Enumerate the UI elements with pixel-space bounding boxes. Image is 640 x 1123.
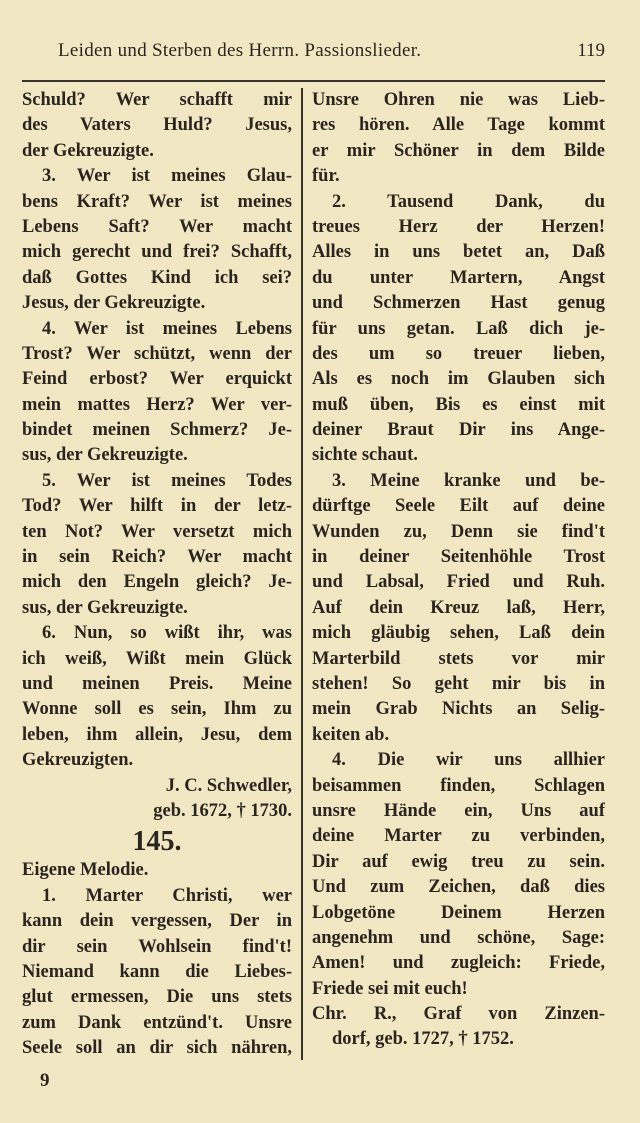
text-line: mich gläubig sehen, Laß dein: [312, 623, 605, 644]
running-title: Leiden und Sterben des Herrn. Passionslieder.: [58, 40, 422, 61]
text-line: Wunden zu, Denn sie find't: [312, 521, 605, 542]
left-column-text: [22, 88, 292, 824]
text-line: sus, der Gekreuzigte.: [22, 597, 188, 618]
text-line: leben, ihm allein, Jesu, dem: [22, 724, 292, 745]
text-line: unsre Hände ein, Uns auf: [312, 800, 605, 821]
text-line: sichte schaut.: [312, 445, 418, 466]
text-line: Niemand kann die Liebes-: [22, 961, 292, 982]
text-line: des um so treuer lieben,: [312, 343, 605, 364]
text-line: Schuld? Wer schafft mir: [22, 90, 292, 110]
text-line: und Schmerzen Hast genug: [312, 293, 605, 314]
hymn-145-text: [22, 884, 292, 1062]
text-line: des Vaters Huld? Jesus,: [22, 115, 292, 136]
text-line: 4. Wer ist meines Lebens: [42, 318, 292, 339]
text-line: bens Kraft? Wer ist meines: [22, 191, 292, 212]
text-line: mich gerecht und frei? Schafft,: [22, 242, 292, 263]
text-line: muß üben, Bis es einst mit: [312, 394, 605, 415]
text-line: und Labsal, Fried und Ruh.: [312, 572, 605, 593]
text-line: res hören. Alle Tage kommt: [312, 115, 605, 136]
text-line: Gekreuzigten.: [22, 750, 134, 771]
text-line: J. C. Schwedler,: [165, 775, 292, 796]
text-line: keiten ab.: [312, 724, 390, 745]
text-line: Trost? Wer schützt, wenn der: [22, 343, 292, 364]
text-line: 3. Meine kranke und be-: [332, 470, 605, 491]
text-line: deiner Braut Dir ins Ange-: [312, 420, 605, 441]
text-line: Als es noch im Glauben sich: [312, 369, 605, 390]
text-line: 3. Wer ist meines Glau-: [42, 166, 292, 187]
text-line: dürftge Seele Eilt auf deine: [312, 496, 605, 517]
text-line: dorf, geb. 1727, † 1752.: [332, 1029, 514, 1050]
text-line: Alles in uns betet an, Daß: [312, 242, 605, 263]
text-line: Wonne soll es sein, Ihm zu: [22, 699, 292, 720]
text-line: dir sein Wohlsein find't!: [22, 936, 292, 957]
right-column: [312, 88, 605, 1053]
text-line: Lebens Saft? Wer macht: [22, 216, 292, 237]
text-line: Seele soll an dir sich nähren,: [22, 1038, 292, 1059]
text-line: Auf dein Kreuz laß, Herr,: [312, 597, 605, 618]
left-column: [22, 88, 292, 1061]
text-line: du unter Martern, Angst: [312, 267, 605, 288]
text-line: mich den Engeln gleich? Je-: [22, 572, 292, 593]
text-line: in sein Reich? Wer macht: [22, 547, 292, 568]
text-line: stehen! So geht mir bis in: [312, 673, 605, 694]
text-line: in deiner Seitenhöhle Trost: [312, 547, 605, 568]
text-line: Und zum Zeichen, daß dies: [312, 877, 605, 898]
text-line: mein mattes Herz? Wer ver-: [22, 394, 292, 415]
text-line: er mir Schöner in dem Bilde: [312, 140, 605, 161]
right-column-text: [312, 88, 605, 1053]
text-line: treues Herz der Herzen!: [312, 216, 605, 237]
text-line: Tod? Wer hilft in der letz-: [22, 496, 292, 517]
text-line: Chr. R., Graf von Zinzen-: [312, 1004, 605, 1025]
text-line: Friede sei mit euch!: [312, 978, 468, 999]
page-number: 119: [577, 40, 605, 61]
melody-note: Eigene Melodie.: [22, 860, 149, 881]
text-line: beisammen finden, Schlagen: [312, 775, 605, 796]
text-line: geb. 1672, † 1730.: [153, 800, 292, 821]
running-header: [22, 40, 605, 70]
header-rule: [22, 80, 605, 82]
text-line: für uns getan. Laß dich je-: [312, 318, 605, 339]
text-line: 6. Nun, so wißt ihr, was: [42, 623, 292, 644]
text-line: mein Grab Nichts an Selig-: [312, 699, 605, 720]
text-line: ten Not? Wer versetzt mich: [22, 521, 292, 542]
text-line: und meinen Preis. Meine: [22, 673, 292, 694]
column-divider: [301, 88, 303, 1060]
text-line: daß Gottes Kind ich sei?: [22, 267, 292, 288]
text-line: bindet meinen Schmerz? Je-: [22, 420, 292, 441]
text-line: ich weiß, Wißt mein Glück: [22, 648, 292, 669]
text-line: Jesus, der Gekreuzigte.: [22, 293, 206, 314]
text-line: Feind erbost? Wer erquickt: [22, 369, 292, 390]
text-line: der Gekreuzigte.: [22, 140, 154, 161]
signature-mark: 9: [40, 1070, 50, 1091]
text-line: Lobgetöne Deinem Herzen: [312, 902, 605, 923]
text-line: 1. Marter Christi, wer: [42, 885, 292, 906]
text-line: angenehm und schöne, Sage:: [312, 927, 605, 948]
text-line: glut ermessen, Die uns stets: [22, 987, 292, 1008]
text-line: zum Dank entzünd't. Unsre: [22, 1012, 292, 1033]
text-line: für.: [312, 166, 340, 187]
text-line: Unsre Ohren nie was Lieb-: [312, 90, 605, 110]
text-line: Amen! und zugleich: Friede,: [312, 953, 605, 974]
text-line: 2. Tausend Dank, du: [332, 191, 605, 212]
text-line: deine Marter zu verbinden,: [312, 826, 605, 847]
text-line: kann dein vergessen, Der in: [22, 911, 292, 932]
hymn-number: 145.: [132, 826, 182, 858]
text-line: 4. Die wir uns allhier: [332, 750, 605, 771]
text-line: Dir auf ewig treu zu sein.: [312, 851, 605, 872]
text-line: Marterbild stets vor mir: [312, 648, 605, 669]
text-line: 5. Wer ist meines Todes: [42, 470, 292, 491]
text-line: sus, der Gekreuzigte.: [22, 445, 188, 466]
